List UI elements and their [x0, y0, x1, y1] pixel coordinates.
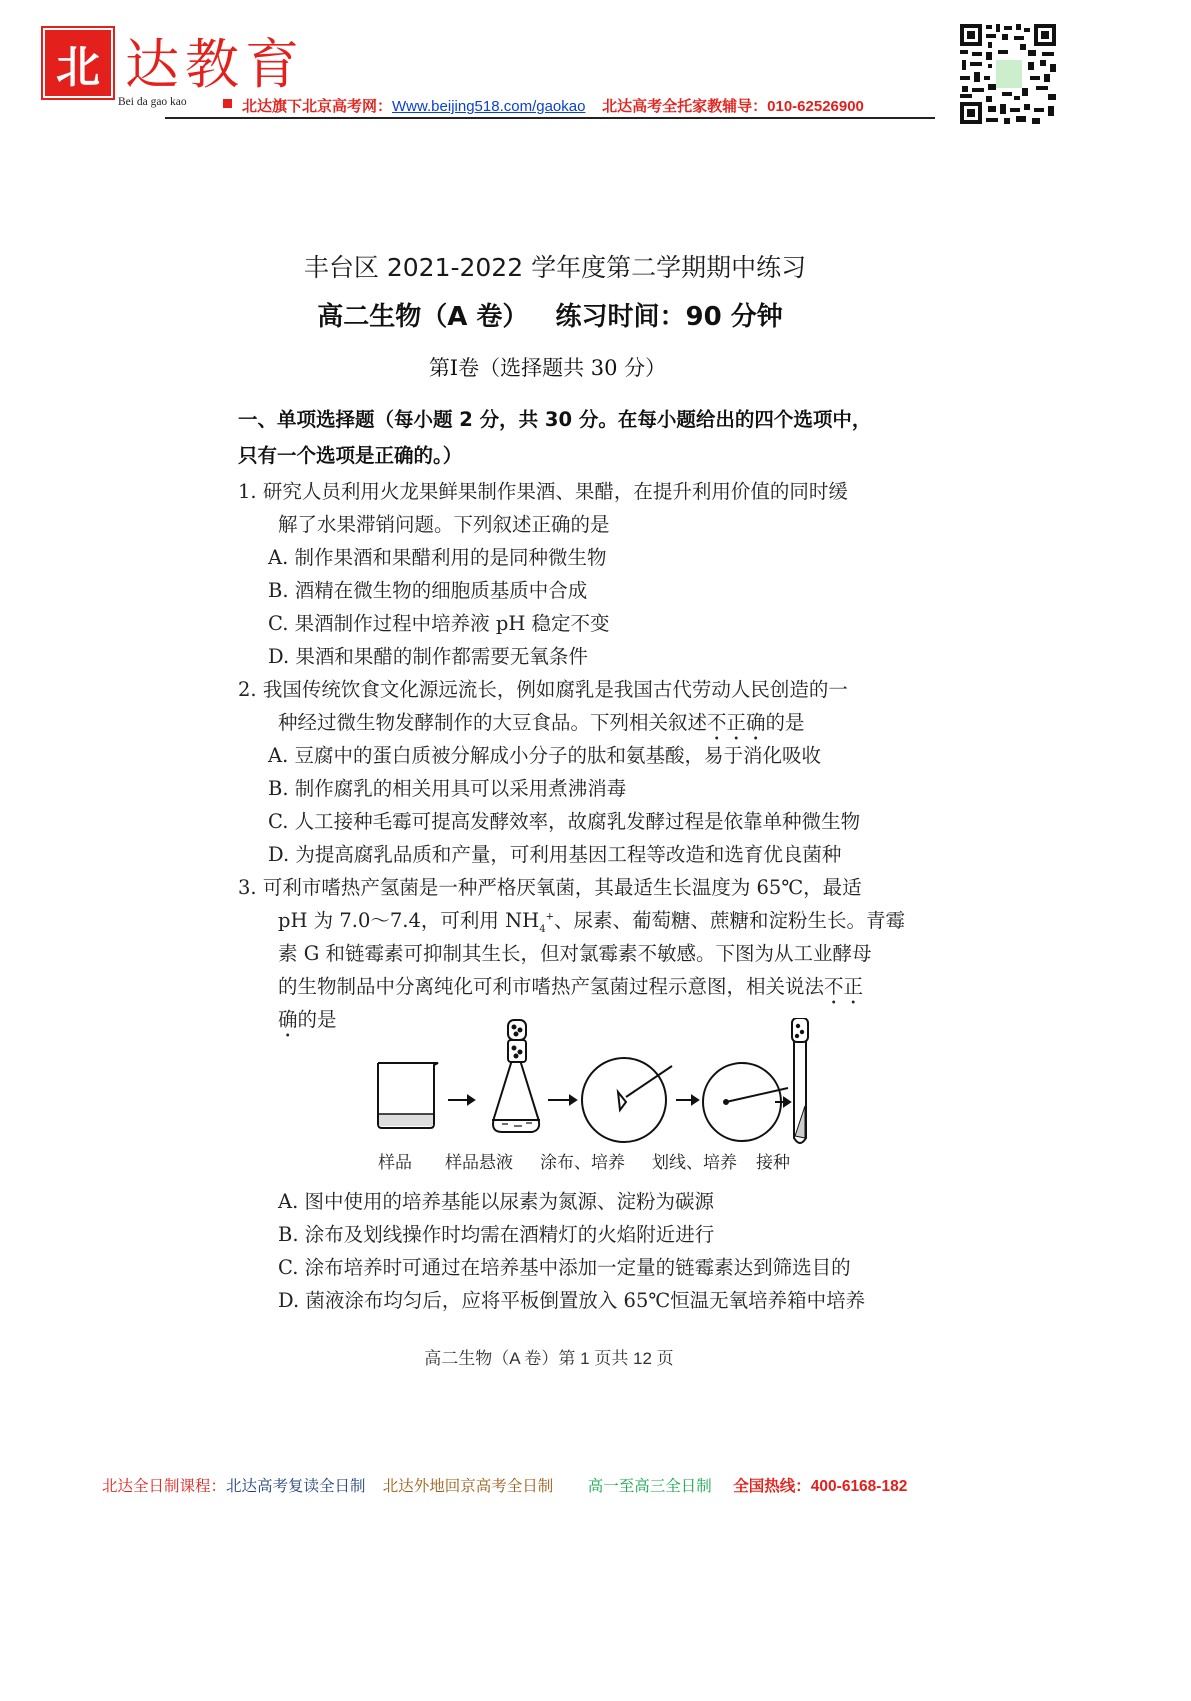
option-c[interactable] — [268, 806, 860, 834]
arrow-icon — [448, 1096, 474, 1104]
option-d[interactable] — [278, 1285, 865, 1313]
arrow-icon — [548, 1096, 576, 1104]
question-number: 2. — [238, 678, 257, 701]
footer-hotline: 全国热线：400-6168-182 — [733, 1478, 908, 1495]
stem-text-pre: 的生物制品中分离纯化可利市嗜热产氢菌过程示意图，相关说法 — [278, 975, 825, 998]
figure-label-suspension: 样品悬液 — [445, 1153, 513, 1173]
option-text: 涂布及划线操作时均需在酒精灯的火焰附近进行 — [304, 1223, 715, 1246]
footer-item-highschool: 高一至高三全日制 — [587, 1478, 712, 1495]
site-link[interactable]: Www.beijing518.com/gaokao — [392, 98, 586, 115]
option-label: C. — [268, 612, 289, 635]
arrow-icon — [775, 1098, 790, 1106]
figure-label-streak: 划线、培养 — [652, 1153, 737, 1173]
stem-text: 素 G 和链霉素可抑制其生长，但对氯霉素不敏感。下图为从工业酵母 — [278, 942, 872, 965]
option-text: 菌液涂布均匀后，应将平板倒置放入 65℃恒温无氧培养箱中培养 — [305, 1289, 866, 1312]
arrow-icon — [676, 1096, 698, 1104]
option-text: 豆腐中的蛋白质被分解成小分子的肽和氨基酸，易于消化吸收 — [294, 744, 821, 767]
option-text: 图中使用的培养基能以尿素为氮源、淀粉为碳源 — [304, 1190, 714, 1213]
logo-text: 达教育 — [125, 33, 305, 96]
superscript: + — [545, 911, 554, 923]
stem-text-post: 的是 — [765, 711, 805, 734]
emphasis-text: 确 — [278, 1008, 298, 1031]
option-text: 制作果酒和果醋利用的是同种微生物 — [294, 546, 607, 569]
promo-footer — [102, 1474, 907, 1496]
question-stem — [238, 872, 862, 900]
question-number: 3. — [238, 876, 257, 899]
footer-item-nonlocal: 北达外地回京高考全日制 — [382, 1478, 554, 1495]
footer-item-repeat: 北达高考复读全日制 — [226, 1478, 366, 1495]
stem-text-pre: pH 为 7.0～7.4，可利用 NH — [278, 909, 540, 932]
figure-label-inoculate: 接种 — [756, 1153, 790, 1173]
qr-code-icon — [958, 22, 1058, 126]
option-label: B. — [268, 579, 289, 602]
option-text: 为提高腐乳品质和产量，可利用基因工程等改造和选育优良菌种 — [295, 843, 842, 866]
option-d[interactable] — [268, 839, 841, 867]
option-label: B. — [268, 777, 289, 800]
exam-title: 丰台区 2021-2022 学年度第二学期期中练习 — [303, 253, 807, 282]
option-label: D. — [268, 843, 290, 866]
option-label: D. — [268, 645, 290, 668]
option-c[interactable] — [278, 1252, 851, 1280]
option-c[interactable] — [268, 608, 610, 636]
option-label: D. — [278, 1289, 300, 1312]
section-instructions-line1: 一、单项选择题（每小题 2 分，共 30 分。在每小题给出的四个选项中， — [238, 408, 872, 431]
question-number: 1. — [238, 480, 257, 503]
spread-plate-icon — [582, 1058, 672, 1142]
site-label: 北达旗下北京高考网： — [242, 98, 393, 115]
section-instructions-line2: 只有一个选项是正确的。） — [238, 444, 463, 467]
option-text: 涂布培养时可通过在培养基中添加一定量的链霉素达到筛选目的 — [304, 1256, 851, 1279]
stem-text-pre: 种经过微生物发酵制作的大豆食品。下列相关叙述 — [278, 711, 708, 734]
bullet-square-icon — [223, 99, 232, 108]
question-stem — [238, 674, 848, 702]
option-label: A. — [278, 1190, 299, 1213]
option-text: 果酒和果醋的制作都需要无氧条件 — [295, 645, 588, 668]
option-label: B. — [278, 1223, 299, 1246]
stem-text-post: 的是 — [297, 1008, 337, 1031]
stem-text: 解了水果滞销问题。下列叙述正确的是 — [278, 513, 610, 536]
beaker-icon — [378, 1063, 438, 1128]
emphasis-text: 不正 — [824, 975, 864, 998]
footer-label: 北达全日制课程： — [102, 1478, 227, 1495]
logo-char: 北 — [56, 42, 100, 93]
stem-text: 我国传统饮食文化源远流长，例如腐乳是我国古代劳动人民创造的一 — [262, 678, 848, 701]
option-label: C. — [268, 810, 289, 833]
tutor-contact: 北达高考全托家教辅导：010-62526900 — [602, 98, 864, 115]
option-text: 人工接种毛霉可提高发酵效率，故腐乳发酵过程是依靠单种微生物 — [294, 810, 861, 833]
option-a[interactable] — [278, 1186, 714, 1214]
stem-text — [278, 905, 905, 935]
header-info-line — [242, 95, 864, 116]
question-stem — [238, 476, 848, 504]
header-rule — [165, 117, 935, 119]
stem-text: 研究人员利用火龙果鲜果制作果酒、果醋，在提升利用价值的同时缓 — [262, 480, 848, 503]
option-text: 制作腐乳的相关用具可以采用煮沸消毒 — [294, 777, 627, 800]
stem-text: 可利市嗜热产氢菌是一种严格厌氧菌，其最适生长温度为 65℃，最适 — [262, 876, 862, 899]
option-b[interactable] — [268, 773, 626, 801]
page-number-footer: 高二生物（A 卷）第 1 页共 12 页 — [424, 1349, 674, 1368]
part-title: 第Ⅰ卷（选择题共 30 分） — [428, 356, 667, 380]
emphasis-text: 不正确 — [707, 711, 766, 734]
logo-subtitle: Bei da gao kao — [118, 96, 187, 108]
subscript: 4 — [539, 923, 546, 935]
logo-mark — [45, 30, 111, 96]
figure-label-sample: 样品 — [378, 1153, 412, 1173]
option-a[interactable] — [268, 542, 607, 570]
stem-text-post: 、尿素、葡萄糖、蔗糖和淀粉生长。青霉 — [553, 909, 905, 932]
option-label: A. — [268, 744, 289, 767]
process-diagram — [370, 1018, 810, 1148]
figure-label-spread: 涂布、培养 — [540, 1153, 625, 1173]
option-b[interactable] — [268, 575, 587, 603]
option-b[interactable] — [278, 1219, 714, 1247]
option-d[interactable] — [268, 641, 588, 669]
stem-text — [278, 971, 863, 1009]
option-text: 果酒制作过程中培养液 pH 稳定不变 — [294, 612, 610, 635]
option-label: C. — [278, 1256, 299, 1279]
flask-icon — [492, 1020, 540, 1132]
option-a[interactable] — [268, 740, 821, 768]
option-text: 酒精在微生物的细胞质基质中合成 — [294, 579, 588, 602]
test-tube-icon — [792, 1018, 808, 1143]
exam-subtitle: 高二生物（A 卷） 练习时间：90 分钟 — [317, 302, 783, 332]
option-label: A. — [268, 546, 289, 569]
stem-text — [278, 1004, 337, 1042]
